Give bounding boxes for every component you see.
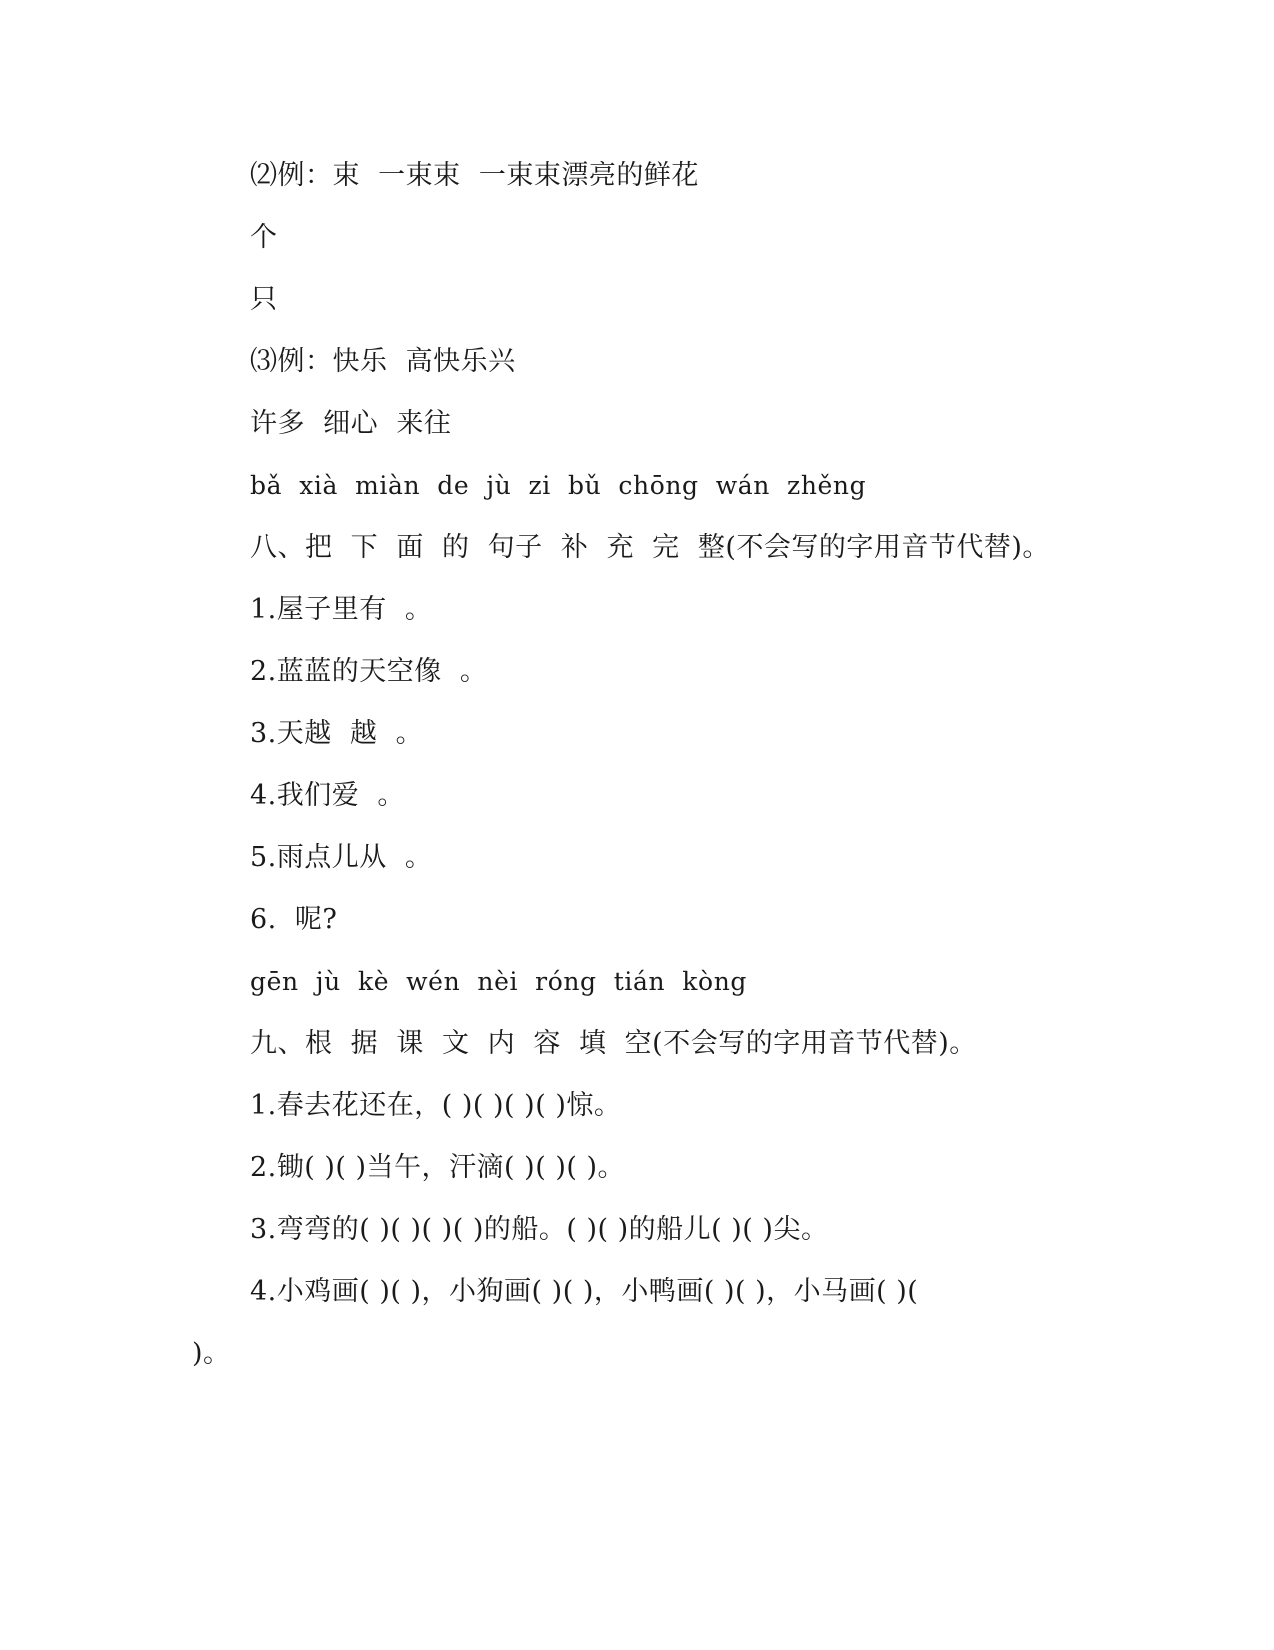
example-word-expansion-line: ⑶例：快乐 高快乐兴 — [250, 346, 516, 377]
section-8-item-2: 2.蓝蓝的天空像 。 — [250, 656, 488, 687]
section-8-heading: 八、把 下 面 的 句子 补 充 完 整(不会写的字用音节代替)。 — [250, 532, 1050, 563]
section-8-item-5: 5.雨点儿从 。 — [250, 842, 433, 873]
section-9-heading: 九、根 据 课 文 内 容 填 空(不会写的字用音节代替)。 — [250, 1028, 977, 1059]
measure-word-ge: 个 — [250, 222, 278, 253]
section-8-pinyin: bǎ xià miàn de jù zi bǔ chōng wán zhěng — [250, 471, 867, 500]
section-9-item-4-continuation: )。 — [192, 1338, 231, 1369]
example-measure-word-line: ⑵例：束 一束束 一束束漂亮的鲜花 — [250, 160, 699, 191]
word-list-line: 许多 细心 来往 — [250, 408, 452, 439]
section-8-item-3: 3.天越 越 。 — [250, 718, 424, 749]
section-8-item-6: 6. 呢? — [250, 904, 338, 935]
section-9-item-1: 1.春去花还在，( )( )( )( )惊。 — [250, 1090, 622, 1121]
section-9-pinyin: gēn jù kè wén nèi róng tián kòng — [250, 967, 747, 996]
measure-word-zhi: 只 — [250, 284, 278, 315]
section-9-item-2: 2.锄( )( )当午，汗滴( )( )( )。 — [250, 1152, 626, 1183]
section-8-item-1: 1.屋子里有 。 — [250, 594, 433, 625]
section-8-item-4: 4.我们爱 。 — [250, 780, 405, 811]
section-9-item-3: 3.弯弯的( )( )( )( )的船。( )( )的船儿( )( )尖。 — [250, 1214, 829, 1245]
section-9-item-4: 4.小鸡画( )( )，小狗画( )( )，小鸭画( )( )，小马画( )( — [250, 1276, 919, 1307]
